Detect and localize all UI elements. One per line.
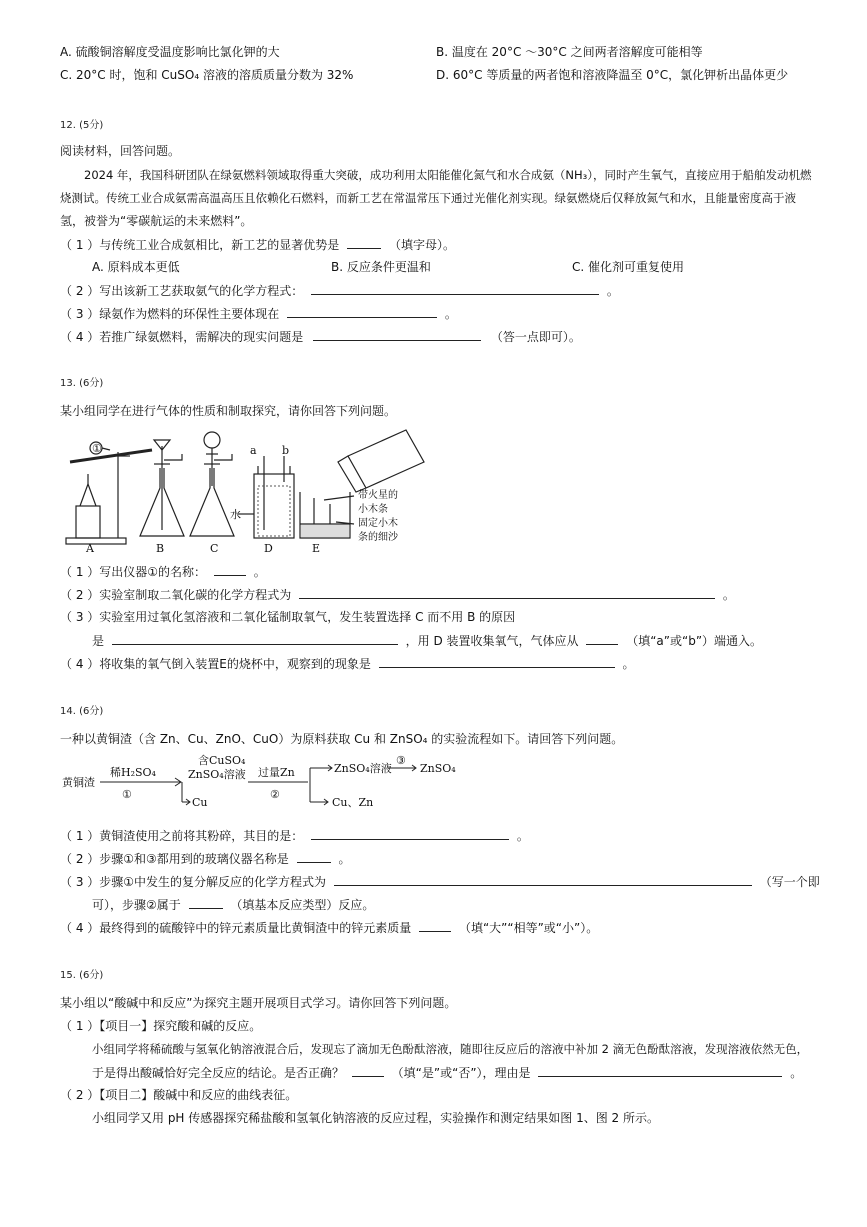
label-b: B bbox=[156, 542, 165, 555]
port-b-label: b bbox=[282, 444, 290, 457]
q12-sub3 bbox=[60, 305, 457, 322]
q15-sub1-question: 于是得出酸碱恰好完全反应的结论。是否正确？ bbox=[92, 1066, 345, 1080]
lamp-body bbox=[76, 506, 100, 538]
apparatus-figure bbox=[60, 426, 430, 556]
q15-sub2-para1: 小组同学又用 pH 传感器探究稀盐酸和氢氧化钠溶液的反应过程，实验操作和测定结果如图 1、图 2 所示。 bbox=[92, 1111, 659, 1125]
flow-step1: ① bbox=[122, 788, 132, 801]
q13-sub4-blank[interactable] bbox=[379, 655, 615, 668]
q11-option-a: A. 硫酸铜溶解度受温度影响比氯化钾的大 bbox=[60, 45, 280, 59]
separatory-funnel bbox=[204, 432, 220, 448]
q13-sub2-blank[interactable] bbox=[299, 586, 715, 599]
q11-option-b: B. 温度在 20°C ～30°C 之间两者溶解度可能相等 bbox=[436, 45, 703, 59]
q13-sub1-blank[interactable] bbox=[214, 563, 246, 576]
q12-sub2-text: （ 2 ）写出该新工艺获取氨气的化学方程式： bbox=[60, 284, 304, 298]
flow-excess-zn: 过量Zn bbox=[258, 766, 295, 779]
flow-cu-zn: Cu、Zn bbox=[332, 796, 374, 809]
q13-intro: 某小组同学在进行气体的性质和制取探究，请你回答下列问题。 bbox=[60, 404, 397, 418]
q13-sub3-tail: （填“a”或“b”）端通入。 bbox=[626, 634, 763, 648]
note-line4: 条的细沙 bbox=[358, 532, 398, 543]
flow-final: ZnSO₄ bbox=[420, 762, 456, 775]
q12-choice-b: B. 反应条件更温和 bbox=[331, 260, 431, 274]
marker-1-label: ① bbox=[92, 442, 102, 455]
q12-choice-a: A. 原料成本更低 bbox=[92, 260, 180, 274]
q14-sub4 bbox=[60, 919, 598, 936]
q11-option-d: D. 60°C 等质量的两者饱和溶液降温至 0°C，氯化钾析出晶体更少 bbox=[436, 68, 789, 82]
q14-sub3-equation-blank[interactable] bbox=[334, 873, 752, 886]
q14-sub4-tail: （填“大”“相等”或“小”）。 bbox=[458, 921, 599, 935]
q15-sub1-para2 bbox=[92, 1064, 802, 1081]
q11-option-c: C. 20°C 时，饱和 CuSO₄ 溶液的溶质质量分数为 32% bbox=[60, 68, 354, 82]
q12-intro: 阅读材料，回答问题。 bbox=[60, 144, 181, 158]
q13-sub3-line1: （ 3 ）实验室用过氧化氢溶液和二氧化锰制取氧气，发生装置选择 C 而不用 B 的原因 bbox=[60, 610, 516, 624]
q12-sub4-blank[interactable] bbox=[313, 328, 481, 341]
q12-para-line2: 烧测试。传统工业合成氨需高温高压且依赖化石燃料，而新工艺在常温常压下通过光催化剂实现。绿氨燃烧后仅释放氮气和水，且能量密度高于液 bbox=[60, 191, 796, 205]
q12-sub4-tail: （答一点即可）。 bbox=[490, 330, 581, 344]
gas-bottle-d bbox=[254, 474, 294, 538]
q14-sub3-type-blank[interactable] bbox=[189, 896, 223, 909]
q14-sub3-note: （写一个即 bbox=[759, 875, 820, 889]
marker-1-leader bbox=[102, 448, 110, 450]
note-line1: 带火星的 bbox=[358, 490, 398, 501]
q12-sub4-text: （ 4 ）若推广绿氨燃料，需解决的现实问题是 bbox=[60, 330, 304, 344]
q14-sub1 bbox=[60, 827, 529, 844]
q13-sub2-tail: 。 bbox=[722, 588, 735, 602]
label-c: C bbox=[210, 542, 219, 555]
q12-sub1 bbox=[60, 236, 455, 253]
q12-sub2 bbox=[60, 282, 619, 299]
q13-sub3-mid: ，用 D 装置收集氧气，气体应从 bbox=[405, 634, 579, 648]
q12-sub4 bbox=[60, 328, 581, 345]
process-flowchart bbox=[60, 752, 480, 818]
q13-sub2-text: （ 2 ）实验室制取二氧化碳的化学方程式为 bbox=[60, 588, 292, 602]
flow-product1-line1: 含CuSO₄ bbox=[198, 754, 246, 767]
q15-sub1-tail: 。 bbox=[790, 1066, 803, 1080]
q15-sub1-reason-blank[interactable] bbox=[538, 1064, 782, 1077]
q15-sub1-yesno-blank[interactable] bbox=[352, 1064, 384, 1077]
flow-step2: ② bbox=[270, 788, 280, 801]
q12-sub3-tail: 。 bbox=[444, 307, 457, 321]
q14-sub3-text: （ 3 ）步骤①中发生的复分解反应的化学方程式为 bbox=[60, 875, 327, 889]
q13-sub3-line2 bbox=[92, 632, 762, 649]
q14-sub2 bbox=[60, 850, 350, 867]
flow-product1-line2: ZnSO₄溶液 bbox=[188, 768, 246, 781]
label-e: E bbox=[312, 542, 321, 555]
q13-sub3-is: 是 bbox=[92, 634, 105, 648]
pouring-bottle-neck bbox=[338, 456, 366, 492]
q15-sub1-para1: 小组同学将稀硫酸与氢氧化钠溶液混合后，发现忘了滴加无色酚酞溶液，随即往反应后的溶液中补加 2 滴无色酚酞溶液，发现溶液依然无色， bbox=[92, 1042, 809, 1056]
water-label: 水 bbox=[230, 508, 241, 521]
q14-sub4-blank[interactable] bbox=[419, 919, 451, 932]
q12-sub1-tail: （填字母）。 bbox=[388, 238, 455, 252]
q14-sub3-tail: （填基本反应类型）反应。 bbox=[230, 898, 375, 912]
q12-sub3-blank[interactable] bbox=[287, 305, 437, 318]
q12-sub1-text: （ 1 ）与传统工业合成氨相比，新工艺的显著优势是 bbox=[60, 238, 340, 252]
q12-choice-c: C. 催化剂可重复使用 bbox=[572, 260, 685, 274]
q13-sub3-reason-blank[interactable] bbox=[112, 632, 398, 645]
sand-fill bbox=[301, 525, 349, 537]
flow-cu: Cu bbox=[192, 796, 208, 809]
delivery-tube-c bbox=[214, 454, 232, 460]
delivery-tube-b bbox=[164, 454, 182, 460]
q14-sub3-cont: 可），步骤②属于 bbox=[92, 898, 181, 912]
q14-sub1-blank[interactable] bbox=[311, 827, 509, 840]
q14-intro: 一种以黄铜渣（含 Zn、Cu、ZnO、CuO）为原料获取 Cu 和 ZnSO₄ 的实验流程如下。请回答下列问题。 bbox=[60, 732, 624, 746]
q12-sub2-tail: 。 bbox=[606, 284, 619, 298]
label-a: A bbox=[86, 542, 94, 555]
q15-intro: 某小组以“酸碱中和反应”为探究主题开展项目式学习。请你回答下列问题。 bbox=[60, 996, 457, 1010]
q13-sub1 bbox=[60, 563, 266, 580]
q13-sub1-tail: 。 bbox=[253, 565, 266, 579]
flow-step3: ③ bbox=[396, 754, 406, 767]
q14-number: 14. (6分) bbox=[60, 706, 104, 717]
port-a-label: a bbox=[250, 444, 257, 457]
q15-sub2-title: （ 2 ）【项目二】酸碱中和反应的曲线表征。 bbox=[60, 1088, 298, 1102]
q13-sub3-port-blank[interactable] bbox=[586, 632, 618, 645]
q14-sub2-text: （ 2 ）步骤①和③都用到的玻璃仪器名称是 bbox=[60, 852, 289, 866]
q14-sub3-line2 bbox=[92, 896, 374, 913]
lamp-flame bbox=[80, 484, 96, 506]
q14-sub2-tail: 。 bbox=[338, 852, 351, 866]
q12-sub3-text: （ 3 ）绿氨作为燃料的环保性主要体现在 bbox=[60, 307, 280, 321]
q12-para-line1: 2024 年，我国科研团队在绿氨燃料领域取得重大突破，成功利用太阳能催化氮气和水合成氨（NH₃），同时产生氧气，直接应用于船舶发动机燃 bbox=[84, 168, 812, 182]
flow-start: 黄铜渣 bbox=[62, 776, 95, 789]
q12-sub2-blank[interactable] bbox=[311, 282, 599, 295]
q12-number: 12. (5分) bbox=[60, 120, 104, 131]
q12-sub1-blank[interactable] bbox=[347, 236, 381, 249]
flow-acid: 稀H₂SO₄ bbox=[110, 766, 156, 779]
q13-sub1-text: （ 1 ）写出仪器①的名称： bbox=[60, 565, 207, 579]
q14-sub1-text: （ 1 ）黄铜渣使用之前将其粉碎，其目的是： bbox=[60, 829, 304, 843]
q14-sub4-text: （ 4 ）最终得到的硫酸锌中的锌元素质量比黄铜渣中的锌元素质量 bbox=[60, 921, 412, 935]
q13-sub4-tail: 。 bbox=[622, 657, 635, 671]
q15-sub1-title: （ 1 ）【项目一】探究酸和碱的反应。 bbox=[60, 1019, 262, 1033]
q15-sub1-reason-label: （填“是”或“否”），理由是 bbox=[391, 1066, 531, 1080]
q13-sub2 bbox=[60, 586, 735, 603]
q14-sub1-tail: 。 bbox=[516, 829, 529, 843]
q14-sub3-line1 bbox=[60, 873, 820, 890]
q13-sub4 bbox=[60, 655, 635, 672]
note-line3: 固定小木 bbox=[358, 518, 398, 529]
flow-zn-solution: ZnSO₄溶液 bbox=[334, 762, 392, 775]
test-tube bbox=[70, 450, 152, 462]
water-fill bbox=[258, 486, 290, 536]
q15-number: 15. (6分) bbox=[60, 970, 104, 981]
label-d: D bbox=[264, 542, 273, 555]
q13-sub4-text: （ 4 ）将收集的氧气倒入装置E的烧杯中，观察到的现象是 bbox=[60, 657, 371, 671]
pouring-bottle bbox=[348, 430, 424, 488]
note-line2: 小木条 bbox=[358, 504, 388, 515]
q13-number: 13. (6分) bbox=[60, 378, 104, 389]
stand-base bbox=[66, 538, 126, 544]
q12-para-line3: 氢，被誉为“零碳航运的未来燃料”。 bbox=[60, 214, 253, 228]
q14-sub2-blank[interactable] bbox=[297, 850, 331, 863]
